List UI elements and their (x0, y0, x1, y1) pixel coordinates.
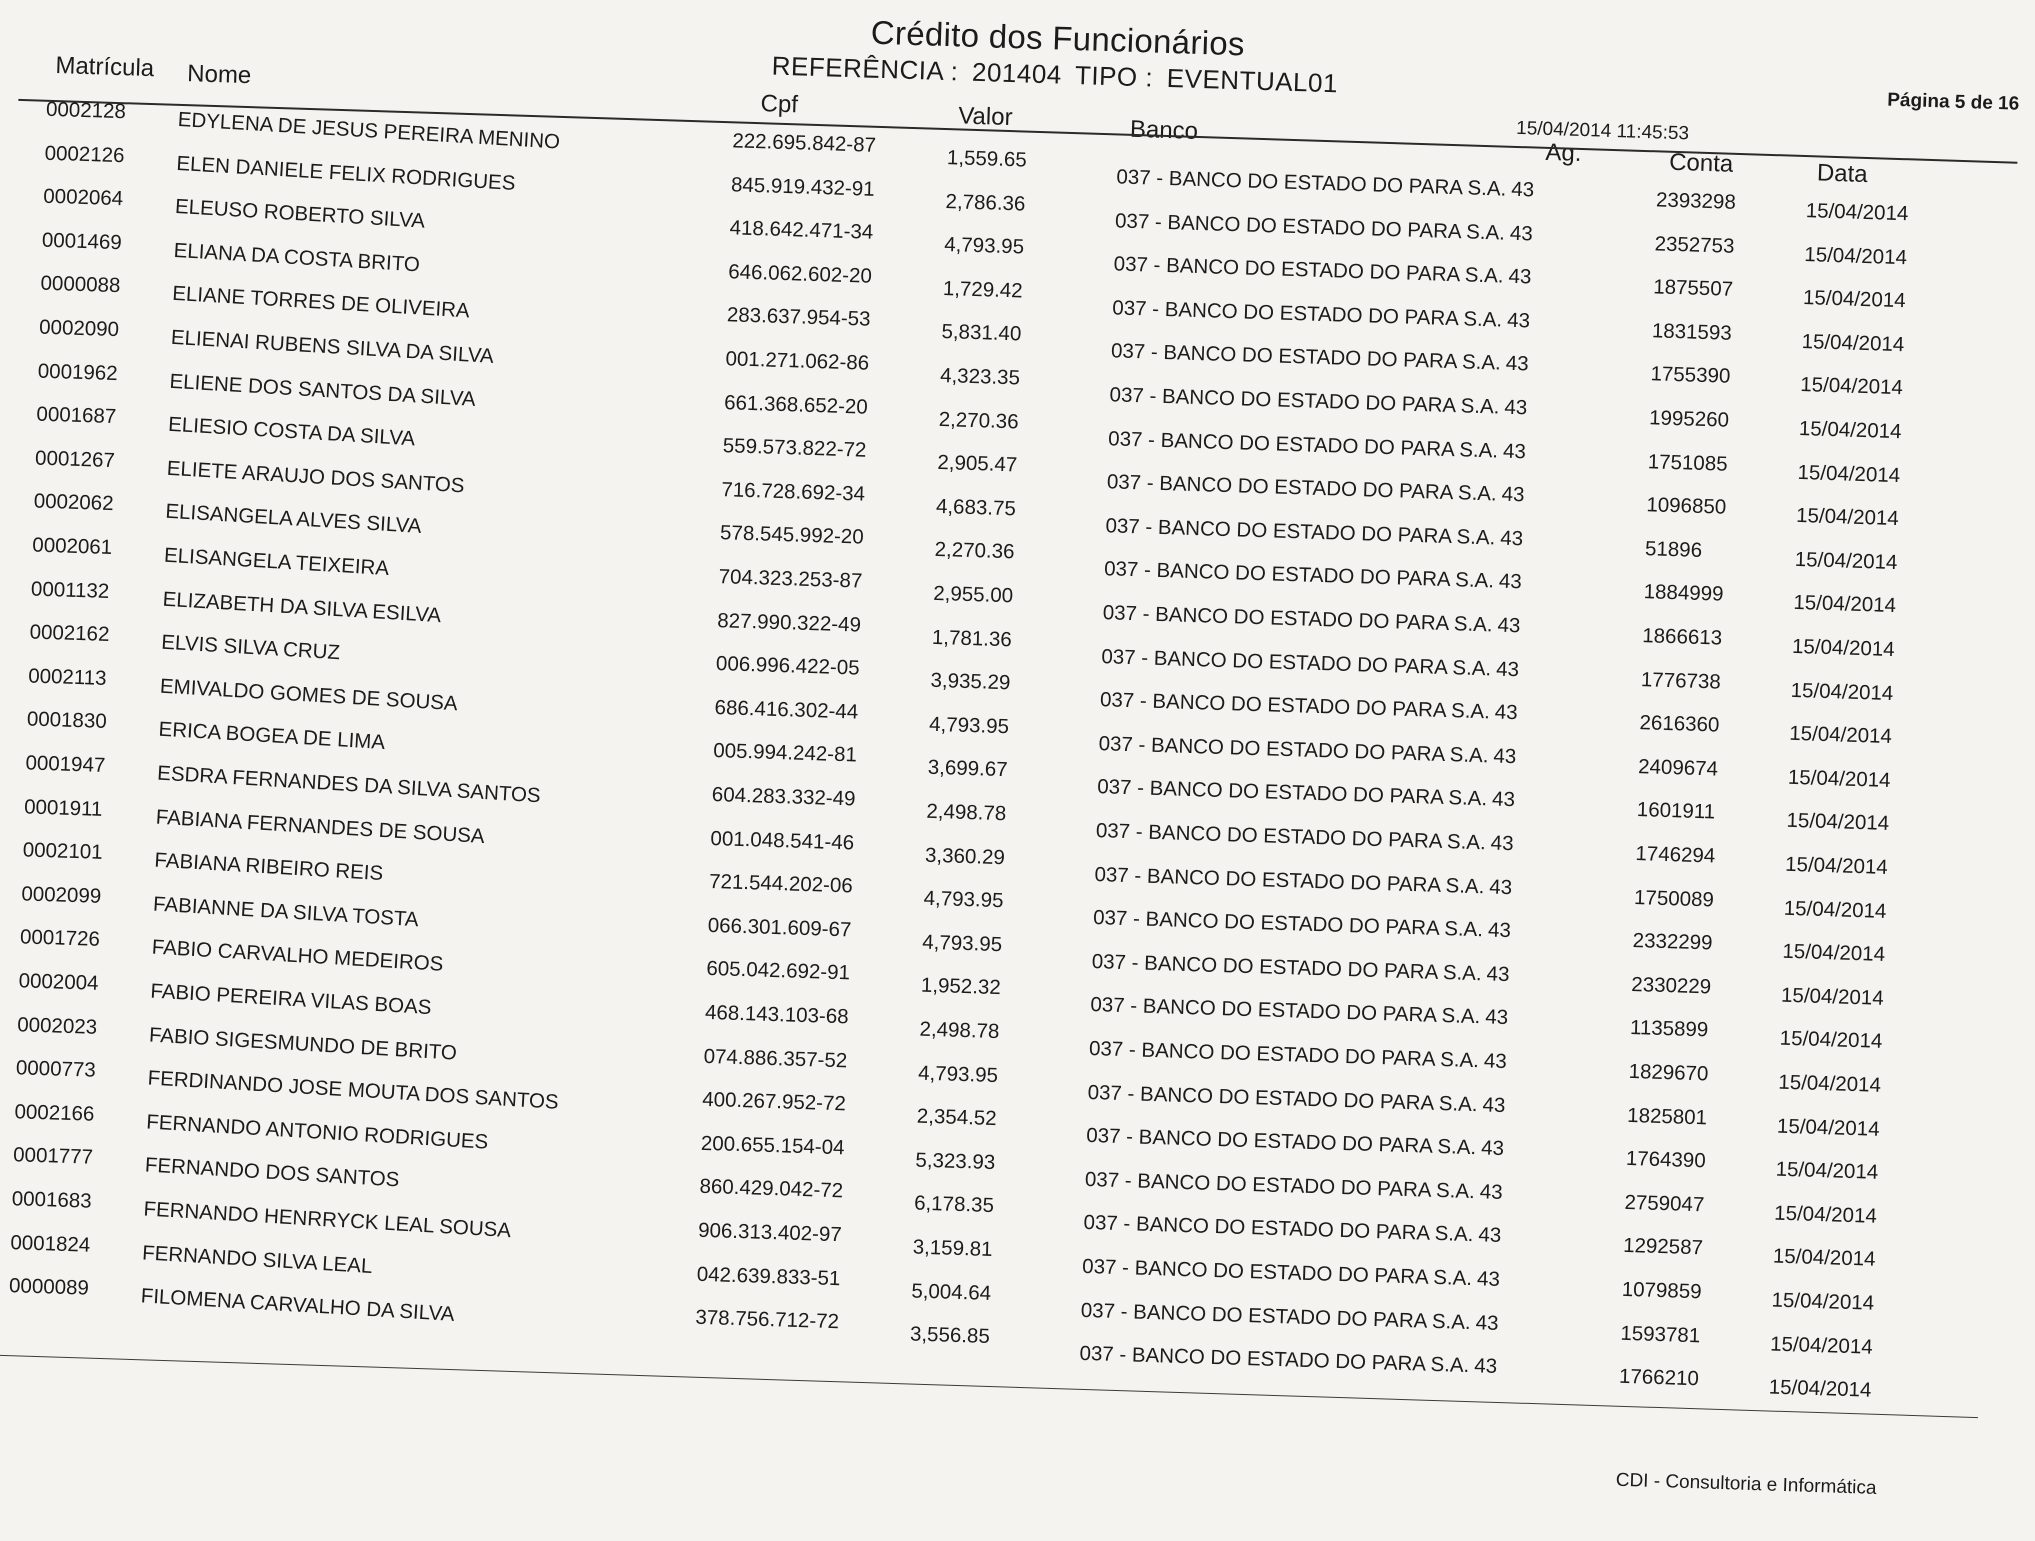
cell-matricula: 0001777 (12, 1143, 94, 1170)
cell-ag: 43 (1495, 657, 1520, 681)
cell-nome: ELEUSO ROBERTO SILVA (174, 195, 426, 233)
cell-matricula: 0001132 (30, 577, 110, 603)
cell-ag: 43 (1484, 1005, 1509, 1030)
footer-company: CDI - Consultoria e Informática (1615, 1469, 1877, 1499)
cell-data: 15/04/2014 (1771, 1288, 1875, 1315)
cell-conta: 1825801 (1626, 1103, 1708, 1130)
cell-banco: 037 - BANCO DO ESTADO DO PARA S.A. (1083, 1211, 1474, 1247)
cell-nome: ELISANGELA ALVES SILVA (164, 500, 423, 539)
cell-banco: 037 - BANCO DO ESTADO DO PARA S.A. (1085, 1124, 1477, 1160)
cell-ag: 43 (1491, 787, 1516, 812)
cell-valor: 1,952.32 (920, 974, 1002, 1000)
cell-conta: 1750089 (1633, 885, 1715, 912)
cell-conta: 1776738 (1640, 667, 1722, 694)
cell-data: 15/04/2014 (1805, 199, 1909, 226)
cell-valor: 2,955.00 (932, 581, 1014, 608)
cell-data: 15/04/2014 (1779, 1027, 1883, 1054)
cell-matricula: 0002062 (33, 489, 114, 516)
cell-conta: 51896 (1644, 536, 1703, 562)
cell-conta: 1766210 (1618, 1364, 1700, 1391)
cell-ag: 43 (1482, 1092, 1506, 1117)
cell-ag: 43 (1483, 1049, 1508, 1074)
cell-nome: ELIENE DOS SANTOS DA SILVA (168, 369, 477, 411)
cell-cpf: 721.544.202-06 (708, 870, 854, 898)
cell-matricula: 0002061 (32, 533, 113, 560)
cell-banco: 037 - BANCO DO ESTADO DO PARA S.A. (1105, 514, 1496, 550)
cell-valor: 3,699.67 (927, 756, 1008, 782)
cell-ag: 43 (1499, 526, 1524, 551)
cell-matricula: 0001683 (11, 1187, 92, 1213)
cell-ag: 43 (1489, 875, 1513, 899)
cell-nome: ELIETE ARAUJO DOS SANTOS (166, 456, 466, 498)
cell-nome: FABIANA FERNANDES DE SOUSA (155, 805, 486, 848)
cell-ag: 43 (1501, 482, 1525, 507)
cell-data: 15/04/2014 (1795, 504, 1900, 531)
cell-banco: 037 - BANCO DO ESTADO DO PARA S.A. (1107, 426, 1499, 463)
cell-banco: 037 - BANCO DO ESTADO DO PARA S.A. (1114, 208, 1506, 245)
cell-nome: ERICA BOGEA DE LIMA (157, 717, 386, 755)
cell-nome: FILOMENA CARVALHO DA SILVA (140, 1284, 456, 1327)
cell-valor: 1,559.65 (946, 146, 1028, 172)
cell-matricula: 0001267 (34, 446, 116, 472)
cell-valor: 5,831.40 (941, 320, 1022, 346)
cell-valor: 4,793.95 (943, 233, 1025, 259)
cell-ag: 43 (1494, 700, 1519, 725)
cell-ag: 43 (1490, 831, 1514, 856)
cell-conta: 1755390 (1650, 362, 1731, 389)
cell-banco: 037 - BANCO DO ESTADO DO PARA S.A. (1087, 1080, 1478, 1116)
cell-matricula: 0000089 (8, 1274, 90, 1300)
cell-conta: 2759047 (1624, 1190, 1705, 1217)
cell-banco: 037 - BANCO DO ESTADO DO PARA S.A. (1113, 252, 1504, 288)
cell-valor: 2,905.47 (937, 451, 1018, 477)
cell-cpf: 827.990.322-49 (717, 608, 862, 637)
report-subtitle (771, 51, 1344, 100)
report-title: Crédito dos Funcionários (870, 13, 1246, 63)
cell-banco: 037 - BANCO DO ESTADO DO PARA S.A. (1091, 949, 1482, 986)
cell-valor: 4,793.95 (923, 886, 1004, 913)
cell-cpf: 005.994.242-81 (712, 739, 858, 767)
cell-matricula: 0000773 (15, 1056, 97, 1082)
cell-banco: 037 - BANCO DO ESTADO DO PARA S.A. (1094, 862, 1485, 898)
cell-conta: 1593781 (1620, 1321, 1701, 1347)
cell-data: 15/04/2014 (1776, 1114, 1880, 1141)
cell-nome: ELISANGELA TEIXEIRA (163, 543, 390, 581)
cell-banco: 037 - BANCO DO ESTADO DO PARA S.A. (1095, 819, 1487, 855)
cell-matricula: 0002023 (16, 1012, 98, 1039)
cell-valor: 1,729.42 (942, 276, 1024, 303)
cell-banco: 037 - BANCO DO ESTADO DO PARA S.A. (1110, 339, 1502, 375)
cell-conta: 2616360 (1639, 711, 1720, 737)
cell-nome: ESDRA FERNANDES DA SILVA SANTOS (156, 761, 542, 808)
cell-valor: 1,781.36 (931, 625, 1013, 651)
cell-cpf: 860.429.042-72 (699, 1175, 844, 1203)
cell-valor: 2,498.78 (926, 799, 1007, 826)
cell-ag: 43 (1480, 1136, 1505, 1161)
cell-banco: 037 - BANCO DO ESTADO DO PARA S.A. (1109, 383, 1500, 419)
cell-cpf: 400.267.952-72 (701, 1088, 847, 1116)
cell-nome: FABIO PEREIRA VILAS BOAS (149, 979, 433, 1020)
cell-valor: 3,556.85 (909, 1322, 991, 1349)
cell-conta: 2332299 (1632, 929, 1713, 955)
cell-nome: FERNANDO ANTONIO RODRIGUES (145, 1110, 489, 1154)
cell-matricula: 0001469 (41, 228, 123, 254)
cell-data: 15/04/2014 (1780, 983, 1885, 1010)
cell-cpf: 042.639.833-51 (696, 1262, 841, 1290)
cell-valor: 2,786.36 (945, 189, 1026, 216)
cell-cpf: 378.756.712-72 (695, 1305, 840, 1334)
cell-cpf: 559.573.822-72 (722, 434, 867, 462)
cell-ag: 43 (1476, 1267, 1501, 1291)
cell-matricula: 0001726 (19, 925, 101, 952)
cell-conta: 1829670 (1628, 1059, 1709, 1086)
cell-matricula: 0002128 (45, 97, 127, 124)
cell-conta: 1079859 (1621, 1277, 1702, 1304)
cell-nome: FABIO SIGESMUNDO DE BRITO (148, 1023, 458, 1065)
cell-valor: 5,004.64 (911, 1279, 992, 1305)
tipo-label: TIPO : (1074, 60, 1154, 93)
cell-conta: 1884999 (1643, 580, 1724, 607)
cell-data: 15/04/2014 (1804, 242, 1908, 269)
cell-conta: 1866613 (1641, 624, 1723, 650)
cell-data: 15/04/2014 (1786, 809, 1890, 836)
cell-valor: 4,323.35 (939, 363, 1021, 390)
cell-data: 15/04/2014 (1801, 329, 1905, 357)
cell-matricula: 0002004 (18, 969, 99, 995)
cell-matricula: 0001962 (37, 359, 119, 385)
cell-banco: 037 - BANCO DO ESTADO DO PARA S.A. (1099, 688, 1491, 724)
cell-data: 15/04/2014 (1782, 939, 1886, 967)
cell-nome: ELIANA DA COSTA BRITO (173, 238, 421, 277)
cell-nome: ELIESIO COSTA DA SILVA (167, 412, 416, 451)
cell-data: 15/04/2014 (1793, 591, 1897, 618)
cell-ag: 43 (1487, 918, 1512, 943)
cell-data: 15/04/2014 (1790, 678, 1894, 705)
cell-nome: ELIZABETH DA SILVA ESILVA (162, 587, 442, 627)
cell-nome: ELIANE TORRES DE OLIVEIRA (171, 282, 471, 323)
cell-nome: FERNANDO HENRRYCK LEAL SOUSA (142, 1197, 512, 1243)
cell-ag: 43 (1497, 613, 1521, 638)
cell-data: 15/04/2014 (1778, 1070, 1882, 1097)
cell-banco: 037 - BANCO DO ESTADO DO PARA S.A. (1112, 296, 1503, 332)
cell-valor: 6,178.35 (913, 1191, 995, 1218)
cell-banco: 037 - BANCO DO ESTADO DO PARA S.A. (1116, 165, 1507, 201)
cell-data: 15/04/2014 (1768, 1375, 1872, 1402)
cell-matricula: 0000088 (40, 272, 121, 298)
cell-valor: 2,498.78 (919, 1017, 1000, 1044)
cell-cpf: 418.642.471-34 (729, 216, 874, 244)
cell-ag: 43 (1486, 962, 1510, 986)
cell-matricula: 0002113 (27, 664, 107, 690)
cell-conta: 1764390 (1625, 1147, 1707, 1173)
cell-conta: 1601911 (1636, 798, 1716, 824)
cell-matricula: 0001830 (26, 707, 108, 734)
column-header-banco: Banco (1129, 115, 1199, 145)
cell-conta: 1831593 (1651, 319, 1733, 345)
cell-conta: 1751085 (1647, 449, 1728, 476)
cell-banco: 037 - BANCO DO ESTADO DO PARA S.A. (1081, 1254, 1473, 1291)
cell-cpf: 604.283.332-49 (711, 783, 856, 811)
cell-matricula: 0001687 (36, 402, 117, 429)
column-header-conta: Conta (1668, 148, 1734, 178)
cell-conta: 1135899 (1629, 1016, 1709, 1042)
cell-valor: 3,935.29 (930, 669, 1011, 695)
column-header-nome: Nome (186, 60, 252, 90)
cell-conta: 2352753 (1654, 231, 1735, 258)
cell-matricula: 0002126 (44, 141, 125, 167)
cell-cpf: 006.996.422-05 (715, 652, 860, 680)
column-header-valor: Valor (957, 102, 1013, 132)
cell-cpf: 200.655.154-04 (700, 1131, 845, 1160)
cell-ag: 43 (1475, 1310, 1499, 1335)
cell-nome: ELEN DANIELE FELIX RODRIGUES (175, 151, 517, 195)
cell-cpf: 845.919.432-91 (730, 172, 875, 201)
column-header-ag: Ag. (1545, 138, 1582, 167)
cell-banco: 037 - BANCO DO ESTADO DO PARA S.A. (1092, 906, 1484, 942)
cell-data: 15/04/2014 (1769, 1332, 1874, 1359)
cell-matricula: 0001947 (25, 751, 106, 777)
cell-conta: 2393298 (1655, 188, 1737, 214)
cell-conta: 1096850 (1646, 493, 1727, 519)
cell-cpf: 704.323.253-87 (718, 565, 863, 593)
cell-cpf: 578.545.992-20 (719, 521, 865, 550)
cell-nome: FERDINANDO JOSE MOUTA DOS SANTOS (147, 1066, 560, 1114)
cell-cpf: 066.301.609-67 (707, 913, 852, 942)
column-header-matricula: Matrícula (55, 52, 155, 83)
cell-nome: FABIANNE DA SILVA TOSTA (152, 892, 420, 932)
cell-valor: 2,270.36 (934, 538, 1015, 564)
cell-conta: 2330229 (1631, 972, 1712, 999)
cell-cpf: 605.042.692-91 (706, 957, 851, 985)
cell-cpf: 661.368.652-20 (723, 390, 869, 419)
cell-banco: 037 - BANCO DO ESTADO DO PARA S.A. (1080, 1298, 1472, 1334)
cell-data: 15/04/2014 (1772, 1244, 1876, 1272)
cell-cpf: 074.886.357-52 (703, 1044, 848, 1072)
cell-matricula: 0002099 (21, 882, 102, 908)
cell-data: 15/04/2014 (1799, 373, 1904, 400)
cell-banco: 037 - BANCO DO ESTADO DO PARA S.A. (1098, 731, 1489, 768)
cell-nome: FABIO CARVALHO MEDEIROS (151, 935, 445, 977)
cell-banco: 037 - BANCO DO ESTADO DO PARA S.A. (1101, 644, 1492, 681)
cell-cpf: 001.271.062-86 (725, 347, 870, 375)
cell-cpf: 283.637.954-53 (726, 303, 871, 332)
cell-banco: 037 - BANCO DO ESTADO DO PARA S.A. (1102, 601, 1493, 637)
cell-cpf: 646.062.602-20 (727, 260, 873, 288)
cell-data: 15/04/2014 (1797, 460, 1901, 487)
cell-matricula: 0002162 (29, 620, 110, 647)
cell-valor: 4,793.95 (921, 930, 1003, 956)
cell-ag: 43 (1509, 221, 1534, 246)
cell-nome: FABIANA RIBEIRO REIS (153, 848, 384, 886)
cell-ag: 43 (1473, 1354, 1498, 1379)
cell-matricula: 0002166 (14, 1100, 95, 1126)
cell-ag: 43 (1478, 1223, 1502, 1248)
cell-cpf: 468.143.103-68 (704, 1000, 849, 1029)
cell-nome: EDYLENA DE JESUS PEREIRA MENINO (177, 107, 561, 154)
cell-banco: 037 - BANCO DO ESTADO DO PARA S.A. (1079, 1342, 1470, 1378)
cell-conta: 1746294 (1635, 842, 1716, 868)
cell-conta: 1292587 (1622, 1234, 1704, 1260)
cell-matricula: 0002064 (42, 184, 124, 211)
cell-banco: 037 - BANCO DO ESTADO DO PARA S.A. (1084, 1167, 1476, 1203)
cell-nome: FERNANDO SILVA LEAL (141, 1240, 374, 1278)
cell-cpf: 716.728.692-34 (721, 477, 866, 506)
cell-banco: 037 - BANCO DO ESTADO DO PARA S.A. (1088, 1036, 1480, 1073)
cell-data: 15/04/2014 (1773, 1201, 1878, 1228)
cell-ag: 43 (1493, 744, 1517, 769)
cell-valor: 4,793.95 (928, 712, 1010, 739)
column-header-data: Data (1816, 159, 1869, 188)
cell-ag: 43 (1505, 352, 1529, 376)
report-timestamp: 15/04/2014 11:45:53 (1515, 117, 1690, 145)
cell-matricula: 0002101 (22, 838, 103, 865)
cell-matricula: 0002090 (38, 315, 120, 342)
cell-banco: 037 - BANCO DO ESTADO DO PARA S.A. (1090, 993, 1481, 1029)
cell-banco: 037 - BANCO DO ESTADO DO PARA S.A. (1096, 775, 1488, 811)
cell-data: 15/04/2014 (1788, 722, 1893, 749)
referencia-label: REFERÊNCIA : (771, 50, 959, 87)
cell-data: 15/04/2014 (1787, 765, 1891, 792)
cell-ag: 43 (1502, 439, 1527, 463)
cell-valor: 2,354.52 (916, 1104, 998, 1131)
cell-valor: 3,360.29 (924, 843, 1006, 869)
cell-nome: EMIVALDO GOMES DE SOUSA (159, 674, 459, 716)
cell-ag: 43 (1508, 264, 1532, 289)
cell-data: 15/04/2014 (1783, 896, 1887, 923)
cell-ag: 43 (1510, 177, 1535, 202)
page-number: Página 5 de 16 (1886, 89, 2020, 115)
cell-data: 15/04/2014 (1802, 286, 1906, 313)
cell-valor: 4,793.95 (917, 1061, 999, 1087)
cell-cpf: 686.416.302-44 (714, 695, 859, 724)
cell-valor: 5,323.93 (915, 1148, 996, 1174)
cell-cpf: 001.048.541-46 (710, 826, 855, 855)
cell-ag: 43 (1504, 395, 1528, 420)
cell-data: 15/04/2014 (1798, 416, 1902, 444)
cell-nome: ELIENAI RUBENS SILVA DA SILVA (170, 325, 495, 368)
cell-conta: 1995260 (1648, 406, 1730, 432)
cell-valor: 4,683.75 (935, 494, 1017, 521)
cell-ag: 43 (1506, 308, 1531, 333)
cell-conta: 1875507 (1652, 275, 1734, 302)
cell-valor: 2,270.36 (938, 407, 1019, 434)
cell-data: 15/04/2014 (1784, 852, 1889, 879)
cell-banco: 037 - BANCO DO ESTADO DO PARA S.A. (1103, 557, 1495, 593)
cell-ag: 43 (1498, 570, 1523, 594)
cell-matricula: 0001911 (23, 795, 103, 821)
column-header-cpf: Cpf (760, 90, 799, 119)
cell-data: 15/04/2014 (1791, 634, 1895, 662)
referencia-value: 201404 (971, 56, 1063, 90)
cell-valor: 3,159.81 (912, 1235, 993, 1262)
cell-ag: 43 (1479, 1180, 1503, 1204)
cell-cpf: 222.695.842-87 (732, 129, 877, 157)
tipo-value: EVENTUAL01 (1166, 62, 1339, 99)
cell-nome: FERNANDO DOS SANTOS (144, 1153, 400, 1192)
cell-conta: 2409674 (1637, 754, 1719, 781)
cell-data: 15/04/2014 (1794, 547, 1898, 574)
cell-cpf: 906.313.402-97 (697, 1218, 843, 1247)
cell-nome: ELVIS SILVA CRUZ (160, 630, 341, 665)
cell-data: 15/04/2014 (1775, 1157, 1879, 1184)
cell-banco: 037 - BANCO DO ESTADO DO PARA S.A. (1106, 470, 1498, 506)
cell-matricula: 0001824 (10, 1230, 91, 1257)
